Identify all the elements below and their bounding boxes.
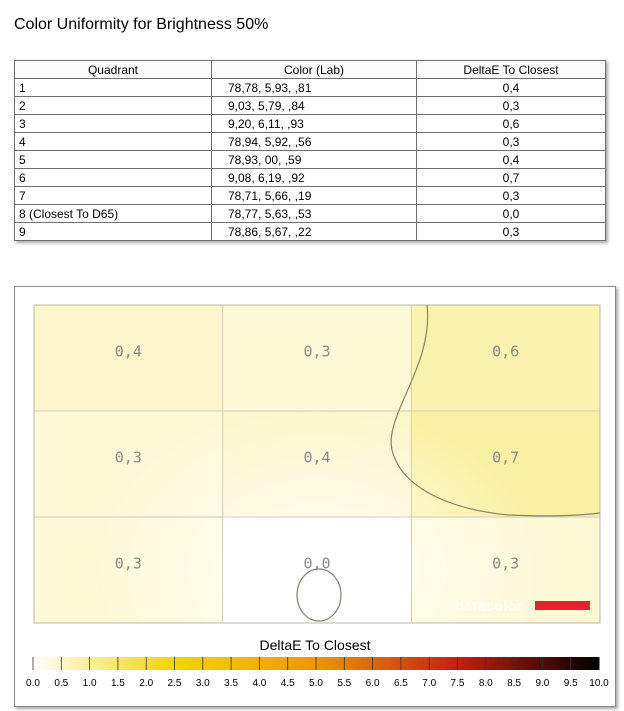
color-lab-cell: 9,08, 6,19, ,92 [212, 169, 417, 187]
color-lab-cell: 78,71, 5,66, ,19 [212, 187, 417, 205]
color-lab-cell: 9,20, 6,11, ,93 [212, 115, 417, 133]
legend-tick-label: 3.5 [224, 678, 239, 689]
legend-tick-label: 7.5 [450, 678, 465, 689]
page-title: Color Uniformity for Brightness 50% [14, 16, 269, 33]
quadrant-cell: 6 [15, 169, 212, 187]
legend-tick-label: 5.0 [309, 678, 323, 689]
legend-tick-label: 2.5 [167, 678, 182, 689]
deltae-cell: 0,7 [417, 169, 606, 187]
legend-tick-label: 9.0 [535, 678, 550, 689]
deltae-cell: 0,3 [417, 187, 606, 205]
quadrant-cell: 4 [15, 133, 212, 151]
legend-tick-label: 6.5 [393, 678, 408, 689]
color-lab-cell: 78,78, 5,93, ,81 [212, 79, 417, 97]
cell-value-label: 0,6 [492, 342, 520, 361]
table-row [15, 79, 606, 97]
table-row [15, 205, 606, 223]
color-lab-cell: 78,86, 5,67, ,22 [212, 223, 417, 241]
column-header-deltae: DeltaE To Closest [417, 61, 606, 79]
legend-tick-label: 9.5 [563, 678, 578, 689]
table-row [15, 187, 606, 205]
table-row [15, 115, 606, 133]
cell-value-label: 0,3 [114, 554, 142, 573]
legend-tick-label: 1.0 [82, 678, 97, 689]
legend-tick-label: 8.0 [478, 678, 493, 689]
table-header-row [15, 61, 606, 79]
quadrant-cell: 1 [15, 79, 212, 97]
cell-value-label: 0,4 [114, 342, 142, 361]
quadrant-cell: 9 [15, 223, 212, 241]
column-header-quadrant: Quadrant [15, 61, 212, 79]
cell-value-label: 0,3 [303, 342, 331, 361]
deltae-cell: 0,4 [417, 79, 606, 97]
column-header-color-lab: Color (Lab) [212, 61, 417, 79]
legend-tick-label: 1.5 [110, 678, 125, 689]
legend-tick-label: 2.0 [139, 678, 154, 689]
uniformity-heatmap [15, 287, 615, 706]
deltae-cell: 0,0 [417, 205, 606, 223]
quadrant-cell: 3 [15, 115, 212, 133]
color-lab-cell: 78,93, 00, ,59 [212, 151, 417, 169]
quadrant-cell: 7 [15, 187, 212, 205]
deltae-cell: 0,3 [417, 223, 606, 241]
quadrant-cell: 8 (Closest To D65) [15, 205, 212, 223]
legend-tick-label: 4.0 [252, 678, 267, 689]
table-row [15, 97, 606, 115]
cell-value-label: 0,3 [492, 554, 520, 573]
legend-tick-label: 0.0 [26, 678, 40, 689]
cell-value-label: 0,3 [114, 448, 142, 467]
brand-bar [535, 601, 590, 610]
legend-title: DeltaE To Closest [259, 637, 371, 653]
uniformity-table [14, 60, 606, 241]
table-row [15, 223, 606, 241]
table-row [15, 169, 606, 187]
cell-value-label: 0,4 [303, 448, 331, 467]
legend-tick-label: 10.0 [589, 678, 609, 689]
quadrant-cell: 5 [15, 151, 212, 169]
legend-tick-label: 5.5 [337, 678, 352, 689]
legend-tick-label: 6.0 [365, 678, 380, 689]
color-lab-cell: 78,77, 5,63, ,53 [212, 205, 417, 223]
legend-tick-label: 7.0 [422, 678, 437, 689]
watermark-text: datacolor [455, 598, 523, 615]
deltae-cell: 0,6 [417, 115, 606, 133]
legend-tick-label: 0.5 [54, 678, 69, 689]
cell-value-label: 0,7 [492, 448, 520, 467]
table-row [15, 133, 606, 151]
legend-tick-label: 8.5 [507, 678, 522, 689]
color-lab-cell: 9,03, 5,79, ,84 [212, 97, 417, 115]
legend-tick-label: 3.0 [195, 678, 210, 689]
deltae-cell: 0,3 [417, 97, 606, 115]
cell-value-label: 0,0 [303, 554, 331, 573]
color-lab-cell: 78,94, 5,92, ,56 [212, 133, 417, 151]
quadrant-cell: 2 [15, 97, 212, 115]
heatmap-panel [14, 286, 616, 707]
deltae-cell: 0,4 [417, 151, 606, 169]
table-row [15, 151, 606, 169]
deltae-cell: 0,3 [417, 133, 606, 151]
legend-tick-label: 4.5 [280, 678, 295, 689]
